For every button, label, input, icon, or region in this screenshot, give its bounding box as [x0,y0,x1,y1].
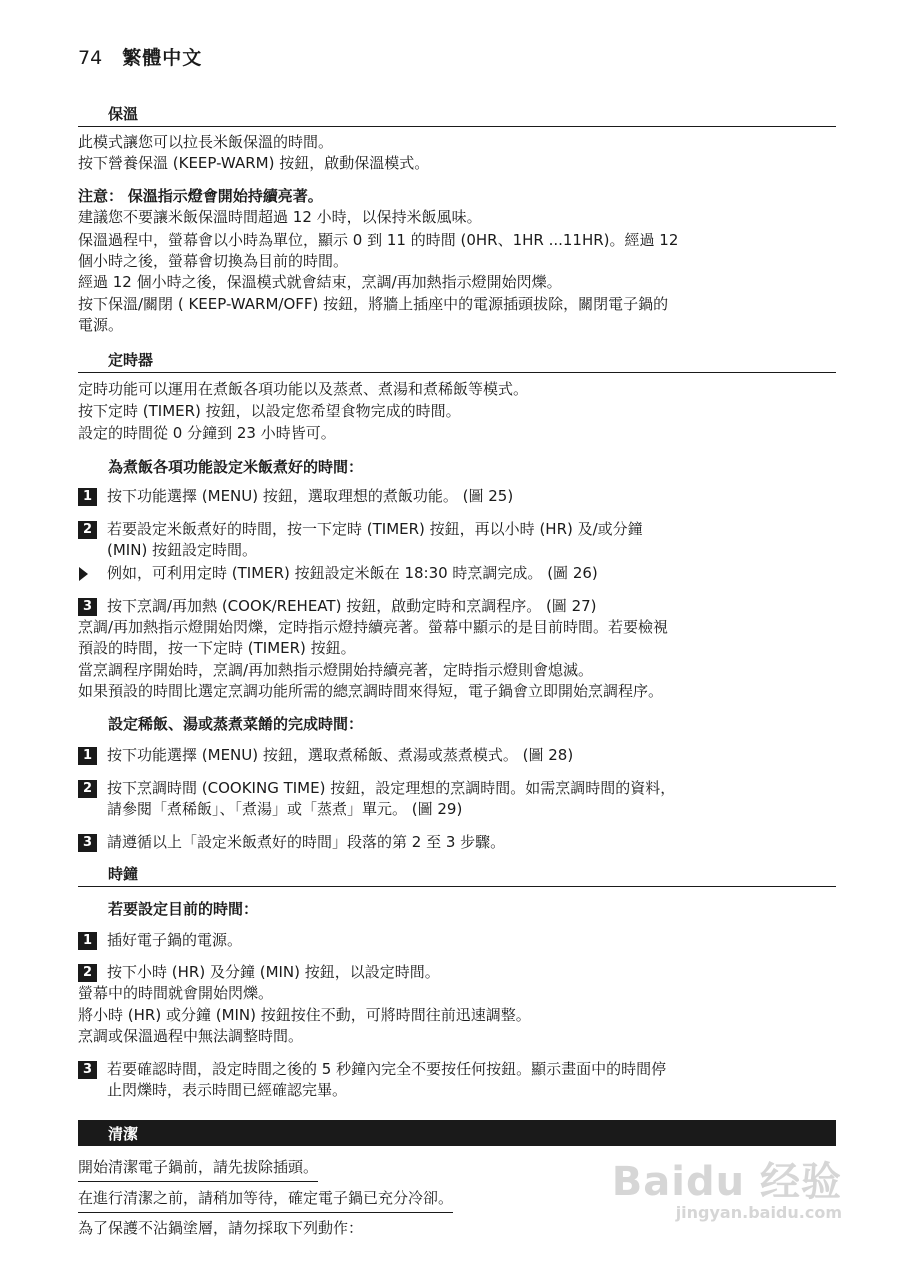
watermark-url: jingyan.baidu.com [675,1203,842,1222]
step-text: 按下烹調時間 (COOKING TIME) 按鈕，設定理想的烹調時間。如需烹調時間的資料， [107,779,676,797]
paragraph-line: 烹調/再加熱指示燈開始閃爍，定時指示燈持續亮著。螢幕中顯示的是目前時間。若要檢視 [78,618,669,636]
step-text: 若要確認時間，設定時間之後的 5 秒鐘內完全不要按任何按鈕。顯示畫面中的時間停 [107,1060,667,1078]
watermark-logo: Baidu 经验 [611,1159,842,1205]
step-number: 3 [78,834,97,852]
section-heading-cleaning [78,1120,836,1146]
paragraph-line: 烹調或保溫過程中無法調整時間。 [78,1027,304,1045]
subheading-rice-timer: 為煮飯各項功能設定米飯煮好的時間： [108,458,364,476]
paragraph-line: 設定的時間從 0 分鐘到 23 小時皆可。 [78,424,336,442]
page-header [78,43,202,70]
watermark [612,1150,842,1222]
step-text: 插好電子鍋的電源。 [107,931,243,949]
page-number: 74 [78,47,103,69]
paragraph-line: 建議您不要讓米飯保溫時間超過 12 小時，以保持米飯風味。 [78,208,482,226]
step-text: 按下烹調/再加熱 (COOK/REHEAT) 按鈕，啟動定時和烹調程序。 (圖 27) [107,597,597,615]
note-line [78,186,323,207]
step-number: 1 [78,932,97,950]
step-text: 按下功能選擇 (MENU) 按鈕，選取煮稀飯、煮湯或蒸煮模式。 (圖 28) [107,746,574,764]
paragraph-line: 定時功能可以運用在煮飯各項功能以及蒸煮、煮湯和煮稀飯等模式。 [78,380,529,398]
step-number: 3 [78,598,97,616]
paragraph-line: 預設的時間，按一下定時 (TIMER) 按鈕。 [78,639,356,657]
step-number: 2 [78,780,97,798]
paragraph-line: 如果預設的時間比選定烹調功能所需的總烹調時間來得短，電子鍋會立即開始烹調程序。 [78,682,664,700]
paragraph-line: 按下營養保溫 (KEEP-WARM) 按鈕，啟動保溫模式。 [78,154,430,172]
warning-line: 在進行清潔之前，請稍加等待，確定電子鍋已充分冷卻。 [78,1187,453,1213]
step-text: 若要設定米飯煮好的時間，按一下定時 (TIMER) 按鈕，再以小時 (HR) 及/或分鐘 [107,520,643,538]
step-text-cont: 請參閱「煮稀飯」、「煮湯」或「蒸煮」單元。 (圖 29) [107,800,463,818]
step-text: 按下小時 (HR) 及分鐘 (MIN) 按鈕，以設定時間。 [107,963,440,981]
paragraph-line: 當烹調程序開始時，烹調/再加熱指示燈開始持續亮著，定時指示燈則會熄滅。 [78,661,594,679]
paragraph-line: 此模式讓您可以拉長米飯保溫的時間。 [78,133,334,151]
section-title: 時鐘 [108,865,139,883]
step-text-cont: (MIN) 按鈕設定時間。 [107,541,258,559]
section-title: 清潔 [108,1125,139,1143]
section-heading-clock [78,860,836,887]
step-number: 2 [78,521,97,539]
bullet-arrow-icon [79,567,88,581]
note-label: 注意： [78,187,124,205]
subheading-set-clock: 若要設定目前的時間： [108,900,259,918]
step-number: 2 [78,964,97,982]
paragraph-line: 為了保護不沾鍋塗層，請勿採取下列動作： [78,1219,364,1237]
paragraph-line: 將小時 (HR) 或分鐘 (MIN) 按鈕按住不動，可將時間往前迅速調整。 [78,1006,531,1024]
paragraph-line: 按下定時 (TIMER) 按鈕，以設定您希望食物完成的時間。 [78,402,461,420]
note-text: 保溫指示燈會開始持續亮著。 [127,187,323,205]
step-number: 1 [78,488,97,506]
paragraph-line: 螢幕中的時間就會開始閃爍。 [78,984,274,1002]
section-heading-timer [78,346,836,373]
paragraph-line: 電源。 [78,316,124,334]
step-text: 按下功能選擇 (MENU) 按鈕，選取理想的煮飯功能。 (圖 25) [107,487,514,505]
step-text: 請遵循以上「設定米飯煮好的時間」段落的第 2 至 3 步驟。 [107,833,506,851]
subheading-porridge-timer: 設定稀飯、湯或蒸煮菜餚的完成時間： [108,715,364,733]
warning-line: 開始清潔電子鍋前，請先拔除插頭。 [78,1156,318,1182]
paragraph-line: 個小時之後，螢幕會切換為目前的時間。 [78,252,349,270]
step-text-cont: 止閃爍時，表示時間已經確認完畢。 [107,1081,348,1099]
section-heading-keep-warm [78,100,836,127]
paragraph-line: 按下保溫/關閉 ( KEEP-WARM/OFF) 按鈕，將牆上插座中的電源插頭拔除，關閉電子鍋的 [78,295,669,313]
section-title: 保溫 [108,105,139,123]
section-title: 定時器 [108,351,154,369]
step-number: 1 [78,747,97,765]
step-number: 3 [78,1061,97,1079]
paragraph-line: 經過 12 個小時之後，保溫模式就會結束，烹調/再加熱指示燈開始閃爍。 [78,273,562,291]
language-label: 繁體中文 [122,47,203,69]
paragraph-line: 保溫過程中，螢幕會以小時為單位，顯示 0 到 11 的時間 (0HR、1HR ...11HR)。經過 12 [78,231,679,249]
bullet-text: 例如，可利用定時 (TIMER) 按鈕設定米飯在 18:30 時烹調完成。 (圖 26) [107,564,598,582]
